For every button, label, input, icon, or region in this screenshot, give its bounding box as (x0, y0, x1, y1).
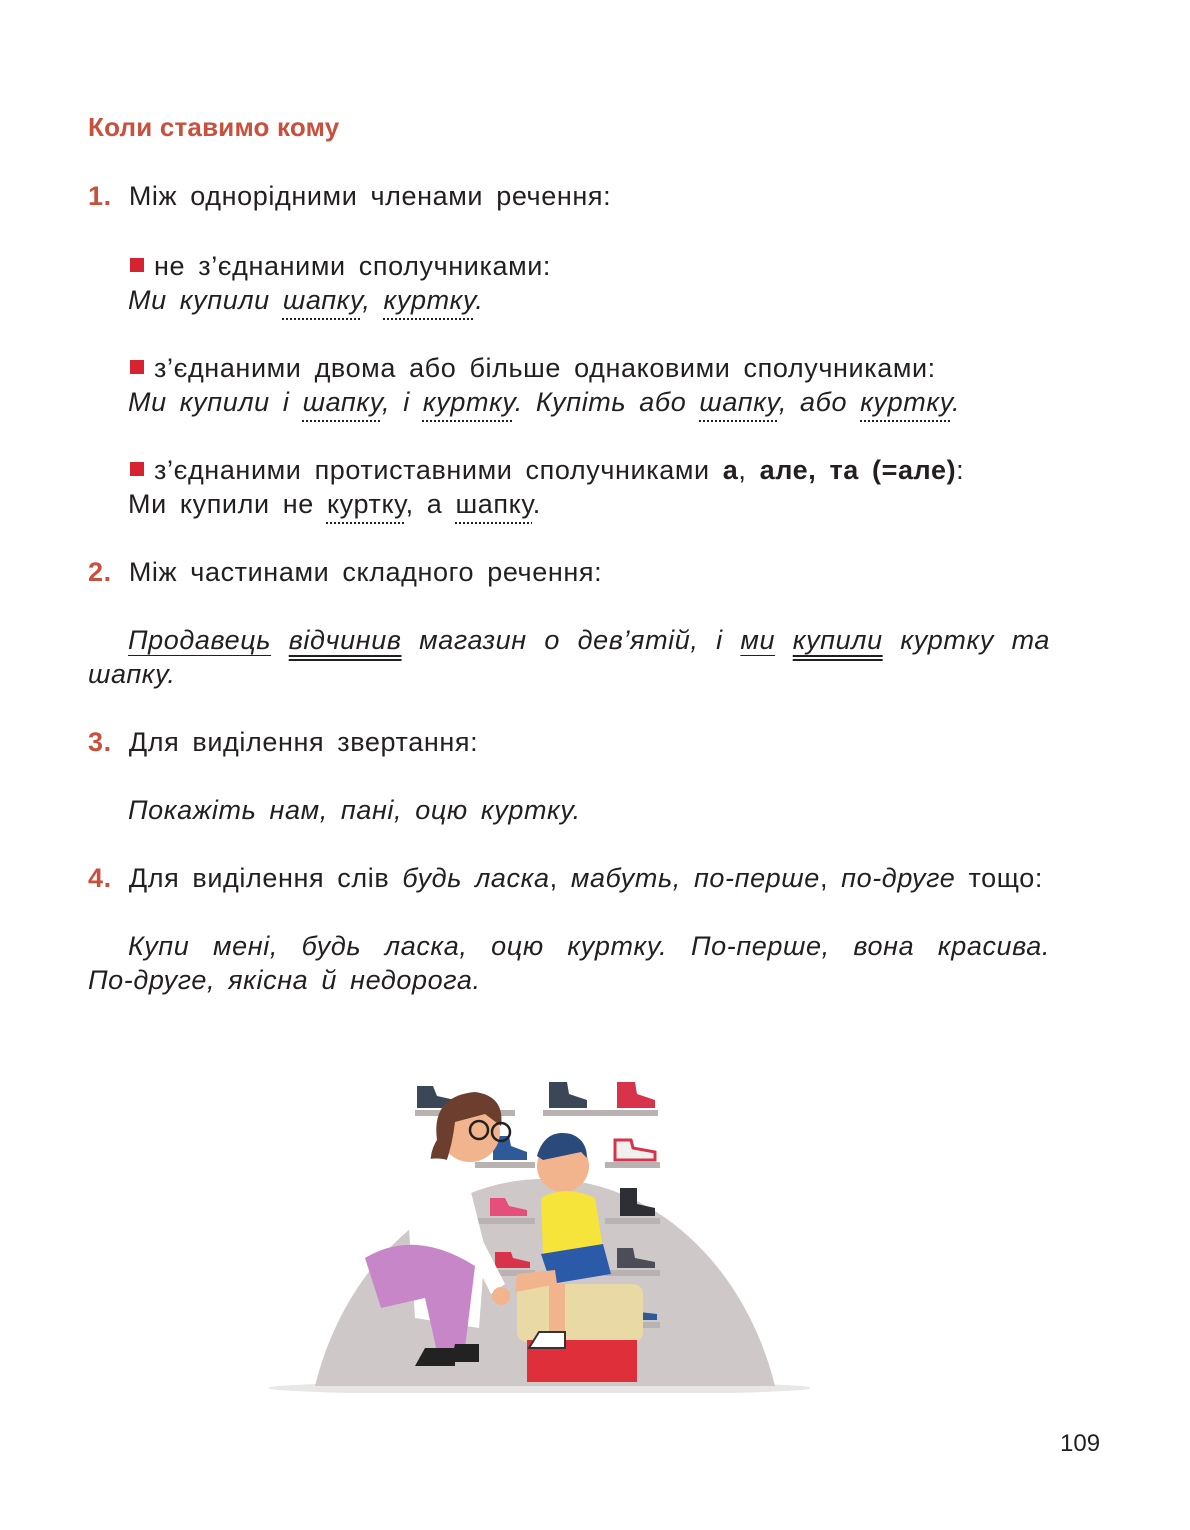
example-text: , (362, 285, 384, 315)
label-text: не з’єднаними сполучниками: (154, 251, 552, 281)
introductory-word: по-друге (841, 863, 956, 893)
rule-text: , (549, 863, 571, 893)
rule-1c-example (128, 486, 541, 522)
rule-text: Для виділення звертання: (128, 727, 479, 757)
conjunction: а (722, 455, 739, 485)
subject: ми (740, 625, 776, 655)
rule-3-example: Покажіть нам, пані, оцю куртку. (128, 795, 581, 825)
rule-1 (88, 178, 611, 214)
example-text: . (532, 489, 541, 519)
homogeneous-member: куртку (383, 285, 476, 315)
square-bullet-icon (130, 258, 144, 272)
rule-2-example-line1 (128, 622, 1050, 658)
homogeneous-member: шапку (455, 489, 533, 519)
rule-number: 1. (88, 181, 112, 211)
example-text: Ми купили не (128, 489, 327, 519)
rule-1a-label (130, 248, 551, 284)
rule-4 (88, 860, 1043, 896)
section-heading: Коли ставимо кому (88, 112, 340, 142)
label-text: з’єднаними протиставними сполучниками (154, 455, 723, 485)
rule-text: Між однорідними членами речення: (128, 181, 612, 211)
example-text: куртку та (900, 625, 1050, 655)
page-number: 109 (1060, 1430, 1101, 1457)
square-bullet-icon (130, 462, 144, 476)
rule-2-example-line2: шапку. (88, 659, 176, 689)
homogeneous-member: шапку (282, 285, 363, 315)
predicate: купили (792, 625, 883, 655)
rule-text: Між частинами складного речення: (128, 557, 603, 587)
rule-4-example-line2: По-друге, якісна й недорога. (88, 965, 481, 995)
rule-1a-example (128, 282, 483, 318)
rule-number: 3. (88, 727, 112, 757)
example-text: . Купіть або (514, 387, 700, 417)
example-text: , або (778, 387, 861, 417)
shoe-store-illustration (265, 1048, 810, 1393)
rule-3 (88, 724, 478, 760)
example-text: , і (382, 387, 423, 417)
example-text: Ми купили (128, 285, 283, 315)
example-text: Ми купили і (128, 387, 303, 417)
subject: Продавець (128, 625, 272, 655)
introductory-word: мабуть, по-перше (570, 863, 820, 893)
rule-text: Для виділення слів (128, 863, 403, 893)
homogeneous-member: куртку (326, 489, 406, 519)
example-text: магазин о дев’ятій, і (419, 625, 723, 655)
predicate: відчинив (288, 625, 402, 655)
rule-1b-example (128, 384, 960, 420)
homogeneous-member: шапку (699, 387, 779, 417)
example-text: , а (405, 489, 456, 519)
rule-number: 2. (88, 557, 112, 587)
homogeneous-member: куртку (422, 387, 515, 417)
introductory-word: будь ласка (402, 863, 550, 893)
homogeneous-member: куртку (860, 387, 952, 417)
example-text: . (475, 285, 484, 315)
rule-number: 4. (88, 863, 112, 893)
rule-text: тощо: (955, 863, 1043, 893)
rule-1c-label (130, 452, 964, 488)
rule-2 (88, 554, 602, 590)
rule-1b-label (130, 350, 936, 386)
homogeneous-member: шапку (302, 387, 383, 417)
conjunction: але, та (=але) (759, 455, 957, 485)
label-text: , (738, 455, 760, 485)
label-text: : (956, 455, 965, 485)
square-bullet-icon (130, 360, 144, 374)
label-text: з’єднаними двома або більше однаковими сполучниками: (154, 353, 936, 383)
example-text: . (952, 387, 961, 417)
rule-text: , (819, 863, 842, 893)
rule-4-example-line1: Купи мені, будь ласка, оцю куртку. По-перше, вона красива. (128, 931, 1050, 961)
